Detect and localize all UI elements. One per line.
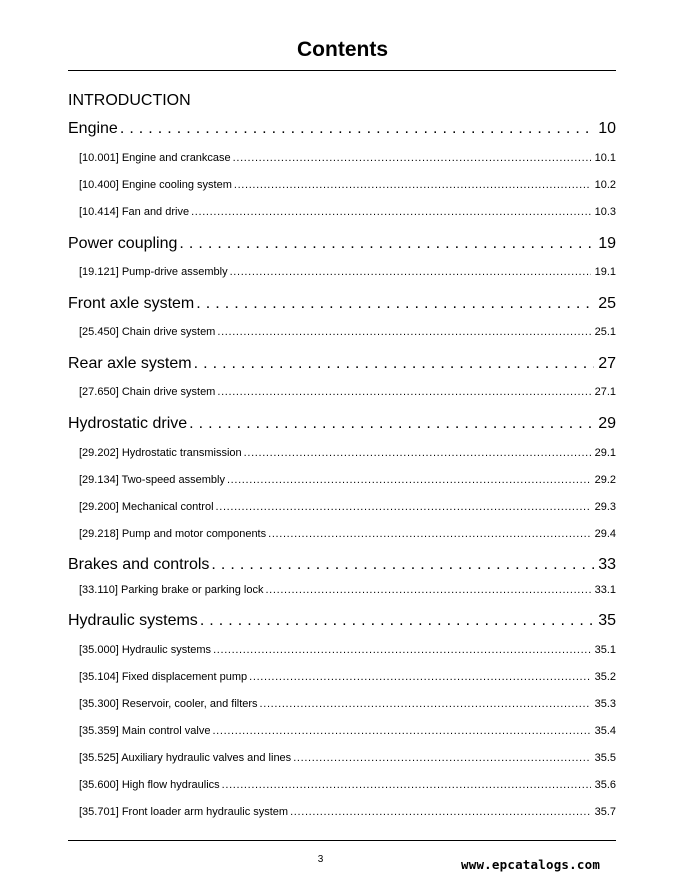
- toc-section-label: [10.400] Engine cooling system: [79, 179, 232, 191]
- toc-chapter-label: Hydrostatic drive: [68, 415, 188, 432]
- dot-leader: [194, 355, 595, 373]
- toc-page-number: 35: [598, 612, 616, 629]
- toc-section-label: [29.202] Hydrostatic transmission: [79, 447, 242, 459]
- toc-page-number: 29.4: [594, 528, 616, 540]
- toc-page-number: 19: [598, 235, 616, 252]
- toc-section-35-600[interactable]: [79, 779, 616, 793]
- dot-leader: [191, 206, 591, 218]
- toc-chapter-power-coupling[interactable]: [68, 235, 616, 255]
- toc-section-10-400[interactable]: [79, 179, 616, 193]
- toc-section-label: [35.359] Main control valve: [79, 725, 211, 737]
- dot-leader: [189, 415, 594, 433]
- toc-section-35-300[interactable]: [79, 698, 616, 712]
- dot-leader: [249, 671, 590, 683]
- introduction-link[interactable]: INTRODUCTION: [68, 92, 191, 109]
- toc-section-35-104[interactable]: [79, 671, 616, 685]
- dot-leader: [227, 474, 591, 486]
- dot-leader: [120, 120, 594, 138]
- toc-page-number: 10.3: [594, 206, 616, 218]
- dot-leader: [200, 612, 594, 630]
- toc-section-label: [35.000] Hydraulic systems: [79, 644, 212, 656]
- toc-page-number: 27.1: [594, 386, 616, 398]
- toc-section-27-650[interactable]: [79, 386, 616, 400]
- dot-leader: [265, 584, 590, 596]
- toc-chapter-hydraulic-systems[interactable]: [68, 612, 616, 632]
- dot-leader: [217, 386, 590, 398]
- toc-chapter-label: Rear axle system: [68, 355, 192, 372]
- toc-page-number: 10.2: [594, 179, 616, 191]
- toc-page-number: 33.1: [594, 584, 616, 596]
- toc-page-number: 35.3: [594, 698, 616, 710]
- page-number: 3: [317, 854, 324, 865]
- toc-section-25-450[interactable]: [79, 326, 616, 340]
- toc-section-label: [35.104] Fixed displacement pump: [79, 671, 248, 683]
- toc-section-label: [33.110] Parking brake or parking lock: [79, 584, 264, 596]
- toc-section-10-414[interactable]: [79, 206, 616, 220]
- toc-page-number: 35.1: [594, 644, 616, 656]
- toc-chapter-engine[interactable]: [68, 120, 616, 140]
- toc-section-label: [29.134] Two-speed assembly: [79, 474, 225, 486]
- toc-chapter-brakes-and-controls[interactable]: [68, 556, 616, 576]
- toc-section-29-202[interactable]: [79, 447, 616, 461]
- toc-page-number: 27: [598, 355, 616, 372]
- toc-section-35-701[interactable]: [79, 806, 616, 820]
- toc-chapter-rear-axle[interactable]: [68, 355, 616, 375]
- toc-section-label: [25.450] Chain drive system: [79, 326, 216, 338]
- dot-leader: [179, 235, 594, 253]
- toc-section-label: [35.525] Auxiliary hydraulic valves and lines: [79, 752, 292, 764]
- toc-section-35-359[interactable]: [79, 725, 616, 739]
- bottom-rule: [68, 840, 616, 841]
- toc-chapter-front-axle[interactable]: [68, 295, 616, 315]
- toc-page-number: 35.7: [594, 806, 616, 818]
- dot-leader: [212, 725, 590, 737]
- toc-section-33-110[interactable]: [79, 584, 616, 598]
- watermark-url: www.epcatalogs.com: [461, 857, 601, 872]
- toc-page-number: 29.3: [594, 501, 616, 513]
- toc-section-35-525[interactable]: [79, 752, 616, 766]
- toc-page-number: 33: [598, 556, 616, 573]
- dot-leader: [196, 295, 594, 313]
- toc-chapter-hydrostatic-drive[interactable]: [68, 415, 616, 435]
- toc-page-number: 29.2: [594, 474, 616, 486]
- dot-leader: [244, 447, 591, 459]
- toc-page-number: 25: [598, 295, 616, 312]
- toc-chapter-label: Engine: [68, 120, 118, 137]
- dot-leader: [216, 501, 591, 513]
- toc-chapter-label: Front axle system: [68, 295, 195, 312]
- toc-section-label: [35.600] High flow hydraulics: [79, 779, 220, 791]
- toc-section-label: [10.001] Engine and crankcase: [79, 152, 231, 164]
- toc-page-number: 35.4: [594, 725, 616, 737]
- toc-section-label: [29.200] Mechanical control: [79, 501, 214, 513]
- dot-leader: [211, 556, 594, 574]
- dot-leader: [217, 326, 590, 338]
- toc-page-number: 29: [598, 415, 616, 432]
- toc-chapter-label: Power coupling: [68, 235, 178, 252]
- toc-section-10-001[interactable]: [79, 152, 616, 166]
- toc-page-number: 35.5: [594, 752, 616, 764]
- toc-page-number: 35.2: [594, 671, 616, 683]
- toc-chapter-label: Hydraulic systems: [68, 612, 198, 629]
- dot-leader: [233, 152, 591, 164]
- toc-section-label: [19.121] Pump-drive assembly: [79, 266, 228, 278]
- toc-section-label: [10.414] Fan and drive: [79, 206, 190, 218]
- dot-leader: [234, 179, 591, 191]
- toc-chapter-label: Brakes and controls: [68, 556, 210, 573]
- toc-section-label: [35.701] Front loader arm hydraulic system: [79, 806, 289, 818]
- dot-leader: [293, 752, 590, 764]
- dot-leader: [260, 698, 591, 710]
- toc-section-35-000[interactable]: [79, 644, 616, 658]
- toc-page-number: 10: [598, 120, 616, 137]
- toc-page-number: 25.1: [594, 326, 616, 338]
- page-title: Contents: [297, 38, 388, 61]
- toc-section-29-134[interactable]: [79, 474, 616, 488]
- dot-leader: [213, 644, 591, 656]
- toc-section-label: [29.218] Pump and motor components: [79, 528, 267, 540]
- top-rule: [68, 70, 616, 71]
- toc-page-number: 19.1: [594, 266, 616, 278]
- toc-page-number: 29.1: [594, 447, 616, 459]
- toc-section-29-200[interactable]: [79, 501, 616, 515]
- toc-section-label: [35.300] Reservoir, cooler, and filters: [79, 698, 258, 710]
- dot-leader: [290, 806, 590, 818]
- toc-page-number: 10.1: [594, 152, 616, 164]
- dot-leader: [268, 528, 590, 540]
- toc-section-19-121[interactable]: [79, 266, 616, 280]
- toc-section-label: [27.650] Chain drive system: [79, 386, 216, 398]
- dot-leader: [230, 266, 591, 278]
- dot-leader: [222, 779, 591, 791]
- toc-section-29-218[interactable]: [79, 528, 616, 542]
- toc-page-number: 35.6: [594, 779, 616, 791]
